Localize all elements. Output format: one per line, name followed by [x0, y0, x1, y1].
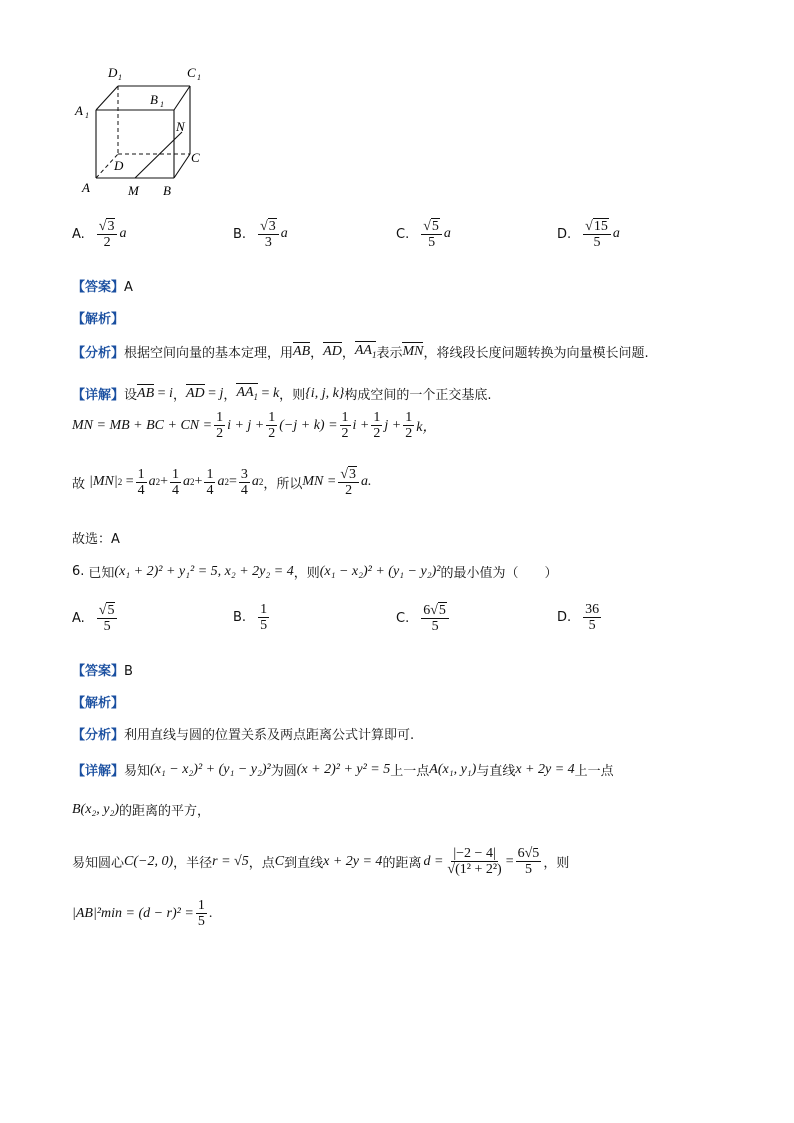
q6-xiangjie-line-2: B(x₂, y₂) 的距离的平方， — [72, 801, 211, 819]
q6-option-c: C. $\frac{6√5}{5}$ — [396, 602, 451, 634]
label-C: C — [191, 150, 200, 165]
label-N: N — [176, 119, 185, 134]
q6-option-a: A. $\frac{√5}{5}$ — [72, 602, 119, 634]
xiangjie-tag: 【详解】 — [72, 388, 125, 403]
label-A: A — [82, 180, 90, 195]
label-M: M — [128, 183, 139, 198]
q6-center-line: 易知圆心 C(−2, 0) ，半径 r = √5 ，点 C 到直线 x + 2y = 4 的距离 d = $\frac{|-2 - 4|}{\text{√(1² + 2²)}}$ = $\frac{6√5}{5}$ ，则 — [72, 846, 570, 877]
q5-option-a-fraction: $\frac{√3}{2}$ — [97, 218, 118, 250]
q5-option-a-letter: A. — [72, 226, 85, 242]
q6-option-d: D. $\frac{36}{5}$ — [557, 602, 600, 633]
q5-option-c-fraction: $\frac{√5}{5}$ — [421, 218, 442, 250]
label-B: B — [163, 183, 171, 198]
q5-guxuan: 故选：A — [72, 532, 120, 547]
answer-value: A — [124, 280, 133, 295]
q6-number: 6. — [72, 564, 85, 579]
q5-xiangjie-line: 【详解】 设 AB = i ， AD = j ， $AA_1$ = k ， 则 {i, j, k} 构成空间的一个正交基底. — [72, 385, 492, 403]
q5-option-c: C. $\frac{√5}{5}$ a — [396, 219, 451, 250]
jiexi-tag: 【解析】 — [72, 312, 125, 327]
vector-mn: MN — [402, 343, 424, 359]
q5-norm-line: 故 |MN| 2 = $\frac{1}{4}$ a 2 + $\frac{1}{4}$ a 2 + $\frac{1}{4}$ a 2 = $\frac{3}{4}$ a 2 ，所以 MN = $\frac{√3}{2}$ a. — [72, 466, 372, 498]
vector-ab: AB — [293, 343, 311, 359]
q6-final-line: |AB|²min = (d − r)² = $\frac{1}{5}$ . — [72, 898, 213, 929]
q5-fenxi-line: 【分析】 根据空间向量的基本定理，用 AB ， AD ， $AA_1$ 表示 MN ，将线段长度问题转换为向量模长问题. — [72, 343, 649, 361]
q5-option-d-letter: D. — [557, 226, 572, 242]
q6-jiexi-line: 【解析】 — [72, 696, 125, 711]
label-D1: D — [108, 65, 118, 80]
q5-option-c-letter: C. — [396, 226, 410, 242]
label-D1-sub: 1 — [118, 73, 122, 82]
q6-stem-expression: (x₁ − x₂)² + (y₁ − y₂)² — [319, 563, 441, 579]
label-A1: A — [75, 103, 83, 118]
vector-aa1: $AA_1$ — [354, 343, 377, 360]
q5-option-b: B. $\frac{√3}{3}$ a — [233, 219, 288, 250]
circle-equation: (x + 2)² + y² = 5 — [296, 761, 391, 777]
vector-ad: AD — [323, 343, 342, 359]
label-B1: B — [150, 92, 158, 107]
fenxi-tag: 【分析】 — [72, 346, 125, 361]
circle-radius: r = √5 — [212, 853, 249, 869]
q6-stem-equation: (x₁ + 2)² + y₁² = 5, x₂ + 2y₂ = 4 — [114, 563, 294, 579]
q6-answer-line: 【答案】B — [72, 664, 133, 679]
q5-option-b-letter: B. — [233, 226, 247, 242]
q6-xiangjie-line: 【详解】 易知 (x₁ − x₂)² + (y₁ − y₂)² 为圆 (x + 2)² + y² = 5 上一点 A(x₁, y₁) 与直线 x + 2y = 4 上一点 — [72, 761, 614, 779]
q5-answer-line — [72, 276, 133, 295]
label-D: D — [114, 158, 124, 173]
q6-option-b: B. $\frac{1}{5}$ — [233, 602, 268, 633]
q5-option-d-fraction: $\frac{√15}{5}$ — [583, 218, 611, 250]
label-C1: C — [187, 65, 196, 80]
q5-jiexi-line — [72, 308, 124, 327]
cube-figure — [72, 62, 212, 202]
q5-option-a: A. $\frac{√3}{2}$ a — [72, 219, 127, 250]
point-b: B(x₂, y₂) — [72, 801, 120, 817]
point-a: A(x₁, y₁) — [429, 761, 477, 777]
label-C1-sub: 1 — [197, 73, 201, 82]
label-A1-sub: 1 — [85, 111, 89, 120]
final-expression: |AB|²min = (d − r)² = — [72, 905, 194, 921]
basis-set: {i, j, k} — [305, 385, 345, 401]
line-equation: x + 2y = 4 — [515, 761, 575, 777]
q5-option-d: D. $\frac{√15}{5}$ a — [557, 219, 620, 250]
q6-fenxi-line: 【分析】利用直线与圆的位置关系及两点距离公式计算即可. — [72, 728, 415, 743]
q5-option-b-fraction: $\frac{√3}{3}$ — [258, 218, 279, 250]
circle-center: C(−2, 0) — [124, 853, 174, 869]
label-B1-sub: 1 — [160, 100, 164, 109]
q6-stem: 6. 已知 (x₁ + 2)² + y₁² = 5, x₂ + 2y₂ = 4 ，则 (x₁ − x₂)² + (y₁ − y₂)² 的最小值为（ ） — [72, 563, 558, 581]
q5-mn-expansion: MN = MB + BC + CN = $\frac{1}{2}$ i + j + $\frac{1}{2}$ (−j + k) = $\frac{1}{2}$ i + $\frac{1}{2}$ j + $\frac{1}{2}$ k， — [72, 410, 437, 441]
answer-tag: 【答案】 — [72, 280, 125, 295]
